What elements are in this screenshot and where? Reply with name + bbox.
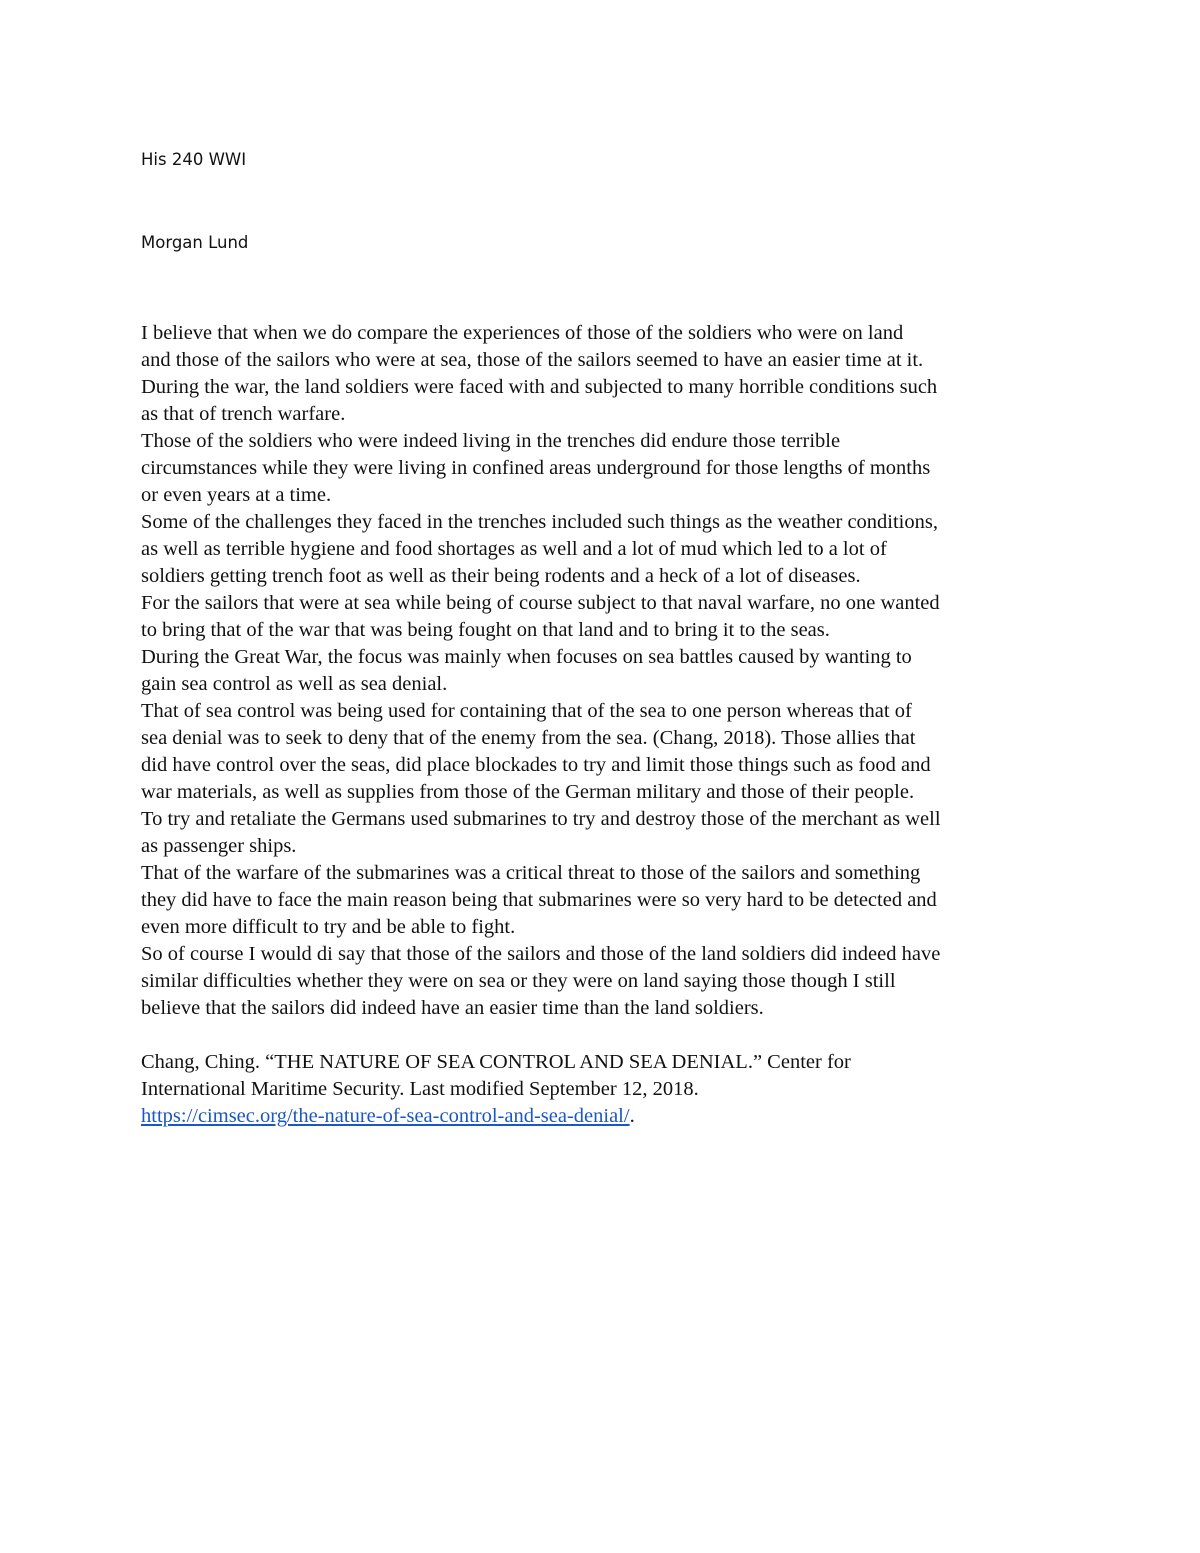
essay-line: circumstances while they were living in confined areas underground for those lengths of months [141, 457, 931, 479]
essay-line: That of sea control was being used for containing that of the sea to one person whereas that of [141, 700, 912, 722]
essay-line: as that of trench warfare. [141, 403, 346, 425]
essay-line: as well as terrible hygiene and food shortages as well and a lot of mud which led to a lot of [141, 538, 887, 560]
essay-line: soldiers getting trench foot as well as their being rodents and a heck of a lot of diseases. [141, 565, 861, 587]
essay-line: During the war, the land soldiers were faced with and subjected to many horrible conditions such [141, 376, 938, 398]
citation-period: . [629, 1105, 635, 1127]
essay-line: gain sea control as well as sea denial. [141, 673, 448, 695]
essay-line: to bring that of the war that was being fought on that land and to bring it to the seas. [141, 619, 830, 641]
essay-line: war materials, as well as supplies from those of the German military and those of their people. [141, 781, 915, 803]
essay-line: did have control over the seas, did place blockades to try and limit those things such as food and [141, 754, 931, 776]
essay-line: Those of the soldiers who were indeed living in the trenches did endure those terrible [141, 430, 841, 452]
essay-line: as passenger ships. [141, 835, 297, 857]
essay-body [141, 320, 1071, 1022]
essay-line: believe that the sailors did indeed have an easier time than the land soldiers. [141, 997, 764, 1019]
course-title: His 240 WWI [141, 150, 247, 169]
citation-url-line [141, 1103, 1071, 1130]
citation-link[interactable]: https://cimsec.org/the-nature-of-sea-control-and-sea-denial/ [141, 1105, 630, 1127]
essay-line: and those of the sailors who were at sea, those of the sailors seemed to have an easier time at it. [141, 349, 924, 371]
essay-line: For the sailors that were at sea while being of course subject to that naval warfare, no one wanted [141, 592, 940, 614]
essay-line: So of course I would di say that those of the sailors and those of the land soldiers did indeed have [141, 943, 941, 965]
essay-line: sea denial was to seek to deny that of the enemy from the sea. (Chang, 2018). Those allies that [141, 727, 916, 749]
reference-citation [141, 1049, 1071, 1130]
essay-line: During the Great War, the focus was mainly when focuses on sea battles caused by wanting to [141, 646, 912, 668]
citation-line-2: International Maritime Security. Last modified September 12, 2018. [141, 1078, 699, 1100]
essay-line: Some of the challenges they faced in the trenches included such things as the weather conditions, [141, 511, 938, 533]
citation-line-1: Chang, Ching. “THE NATURE OF SEA CONTROL AND SEA DENIAL.” Center for [141, 1051, 851, 1073]
essay-line: I believe that when we do compare the experiences of those of the soldiers who were on land [141, 322, 904, 344]
essay-line: or even years at a time. [141, 484, 332, 506]
essay-line: similar difficulties whether they were on sea or they were on land saying those though I still [141, 970, 896, 992]
author-name: Morgan Lund [141, 233, 249, 252]
essay-line: To try and retaliate the Germans used submarines to try and destroy those of the merchant as well [141, 808, 941, 830]
essay-line: That of the warfare of the submarines was a critical threat to those of the sailors and something [141, 862, 921, 884]
essay-line: even more difficult to try and be able to fight. [141, 916, 516, 938]
essay-line: they did have to face the main reason being that submarines were so very hard to be detected and [141, 889, 937, 911]
